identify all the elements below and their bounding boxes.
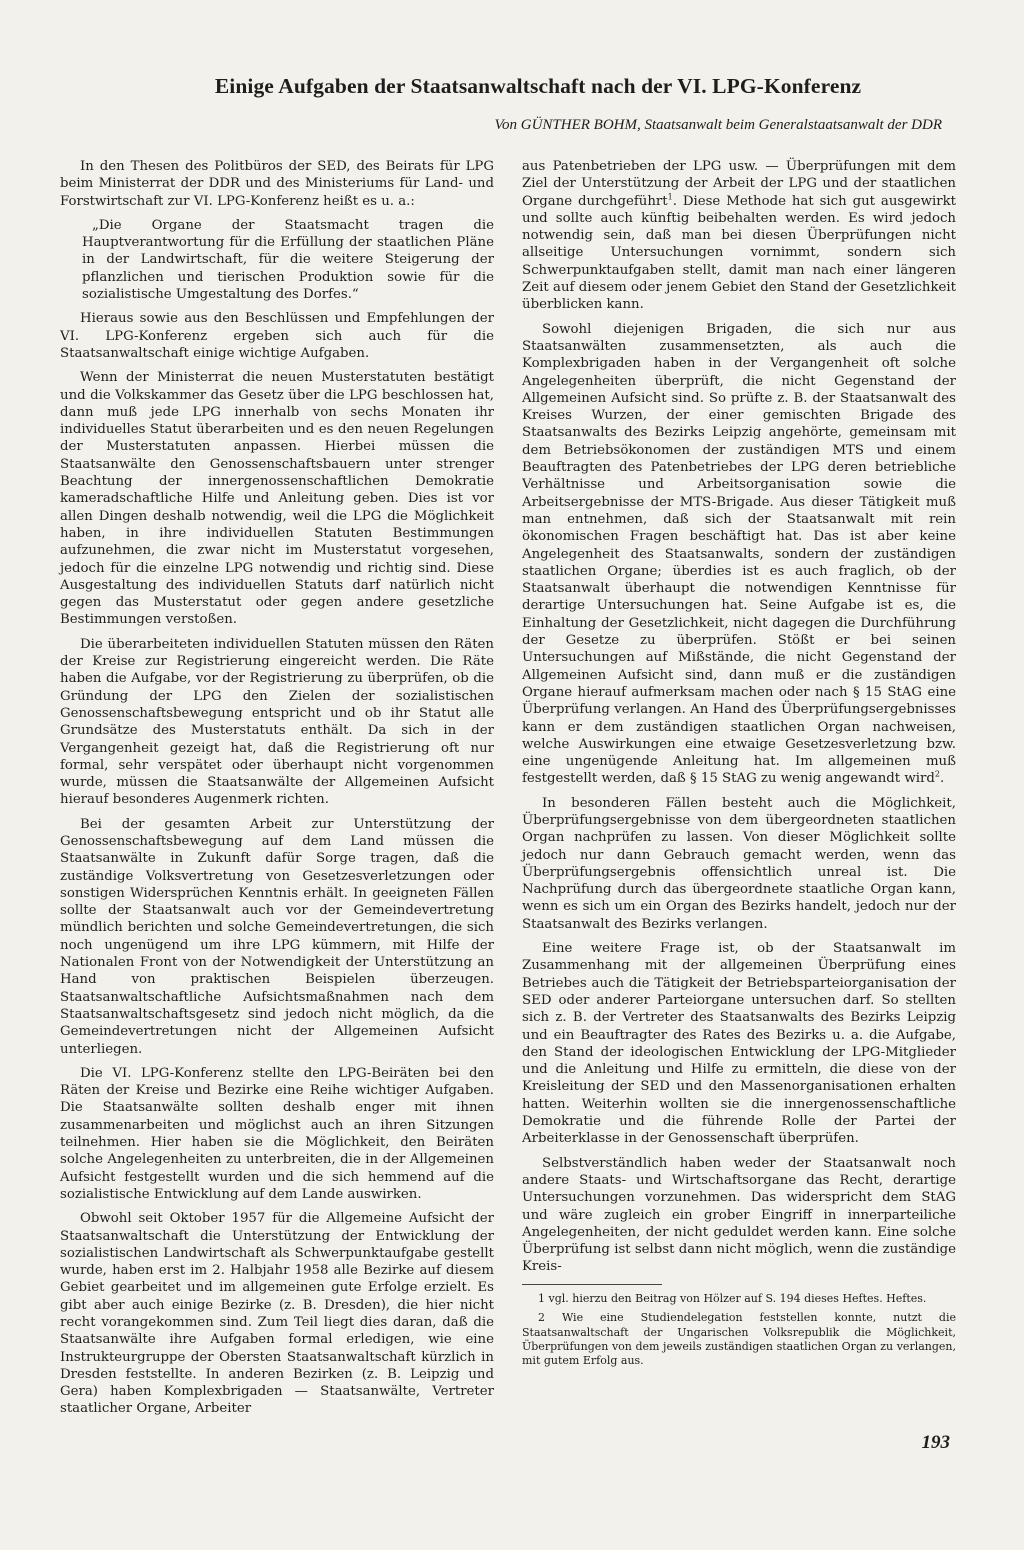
footnote-ref-1[interactable]: 1 — [667, 192, 673, 202]
paragraph-text: . — [939, 771, 945, 787]
paragraph: Die überarbeiteten individuellen Statuten müssen den Räten der Kreise zur Registrierung eingereicht werden. Die Räte haben die Aufgabe, vor der Registrierung zu überprüfen, ob die Gründung der LPG den Zielen der sozialistischen Genossenschaftsbewegung entspricht und ob ihr Statut alle Grundsätze des Musterstatuts enthält. Da sich in der Vergangenheit gezeigt hat, daß die Registrierung oft nur formal, sehr verspätet oder überhaupt nicht vorgenommen wurde, müssen die Staatsanwälte der Allgemeinen Aufsicht hierauf besonderes Augenmerk richten. — [60, 636, 494, 808]
left-column — [60, 158, 494, 1425]
footnote-2: 2 Wie eine Studiendelegation feststellen konnte, nutzt die Staatsanwaltschaft der Ungarischen Volksrepublik die Möglichkeit, Überprüfungen von dem jeweils zuständigen staatlichen Organ zu verlangen, mit gutem Erfolg aus. — [522, 1311, 956, 1368]
paragraph: Selbstverständlich haben weder der Staatsanwalt noch andere Staats- und Wirtschaftsorgane das Recht, derartige Untersuchungen vorzunehmen. Das widerspricht dem StAG und wäre zugleich ein grober Eingriff in innerparteiliche Angelegenheiten, der nicht geduldet werden kann. Eine solche Überprüfung ist selbst dann nicht möglich, wenn die zuständige Kreis- — [522, 1155, 956, 1275]
quotation: „Die Organe der Staatsmacht tragen die Hauptverantwortung für die Erfüllung der staatlichen Pläne in der Landwirtschaft, für die weitere Steigerung der pflanzlichen und tierischen Produktion sowie für die sozialistische Umgestaltung des Dorfes.“ — [82, 217, 494, 303]
paragraph: Die VI. LPG-Konferenz stellte den LPG-Beiräten bei den Räten der Kreise und Bezirke eine Reihe wichtiger Aufgaben. Die Staatsanwälte sollten deshalb enger mit ihnen zusammenarbeiten und möglichst auch an ihren Sitzungen teilnehmen. Hier haben sie die Möglichkeit, den Beiräten solche Angelegenheiten zu unterbreiten, die in der Allgemeinen Aufsicht festgestellt wurden und die sich hemmend auf die sozialistische Entwicklung auf dem Lande auswirken. — [60, 1065, 494, 1202]
paragraph-text: . Diese Methode hat sich gut ausgewirkt und sollte auch künftig beibehalten werden. Es wird jedoch notwendig sein, daß man bei diesen Überprüfungen nicht allseitige Untersuchungen vornimmt, sondern sich Schwerpunktaufgaben stellt, damit man nach einer längeren Zeit auf diesem oder jenem Gebiet den Stand der Gesetzlichkeit überblicken kann. — [522, 193, 956, 313]
paragraph-text: aus Patenbetrieben der LPG usw. — Überprüfungen mit dem Ziel der Unterstützung der Arbeit der LPG und der staatlichen Organe durchgeführt — [522, 159, 956, 209]
paragraph: Hieraus sowie aus den Beschlüssen und Empfehlungen der VI. LPG-Konferenz ergeben sich auch für die Staatsanwaltschaft einige wichtige Aufgaben. — [60, 311, 494, 361]
article-body — [60, 158, 956, 1425]
article-title: Einige Aufgaben der Staatsanwaltschaft nach der VI. LPG-Konferenz — [214, 74, 862, 98]
article-byline: Von GÜNTHER BOHM, Staatsanwalt beim Generalstaatsanwalt der DDR — [494, 117, 942, 133]
paragraph: In besonderen Fällen besteht auch die Möglichkeit, Überprüfungsergebnisse von dem übergeordneten staatlichen Organ nachprüfen zu lassen. Von dieser Möglichkeit sollte jedoch nur dann Gebrauch gemacht werden, wenn das Überprüfungsergebnis offensichtlich unreal ist. Die Nachprüfung durch das übergeordnete staatliche Organ kann, wenn es sich um ein Organ des Bezirks handelt, jedoch nur der Staatsanwalt des Bezirks verlangen. — [522, 795, 956, 932]
paragraph: Eine weitere Frage ist, ob der Staatsanwalt im Zusammenhang mit der allgemeinen Überprüfung eines Betriebes auch die Tätigkeit der Betriebsparteiorganisation der SED oder anderer Parteiorgane untersuchen darf. So stellten sich z. B. der Vertreter des Staatsanwalts des Bezirks Leipzig und ein Beauftragter des Rates des Bezirks u. a. die Aufgabe, den Stand der ideologischen Entwicklung der LPG-Mitglieder und die Anleitung und Hilfe zu ermitteln, die diese von der Kreisleitung der SED und den Massenorganisationen erhalten hatten. Weiterhin wollten sie die innergenossenschaftliche Demokratie und die führende Rolle der Partei der Arbeiterklasse in der Genossenschaft überprüfen. — [522, 941, 956, 1147]
paragraph-text: Sowohl diejenigen Brigaden, die sich nur aus Staatsanwälten zusammensetzten, als auch die Komplexbrigaden haben in der Vergangenheit oft solche Angelegenheiten überprüft, die nicht Gegenstand der Allgemeinen Aufsicht sind. So prüfte z. B. der Staatsanwalt des Kreises Wurzen, der einer gemischten Brigade des Staatsanwalts des Bezirks Leipzig angehörte, gemeinsam mit dem Betriebsökonomen der zuständigen MTS und einem Beauftragten des Patenbetriebes der LPG deren betriebliche Verhältnisse und Arbeitsorganisation sowie die Arbeitsergebnisse der MTS-Brigade. Aus dieser Tätigkeit muß man entnehmen, daß sich der Staatsanwalt mit rein ökonomischen Fragen beschäftigt hat. Das ist aber keine Angelegenheit des Staatsanwalts, sondern der zuständigen staatlichen Organe; überdies ist es auch fraglich, ob der Staatsanwalt überhaupt die notwendigen Kenntnisse für derartige Untersuchungen hat. Seine Aufgabe ist es, die Einhaltung der Gesetzlichkeit, nicht dagegen die Durchführung der Gesetze zu überprüfen. Stößt er bei seinen Untersuchungen auf Mißstände, die nicht Gegenstand der Allgemeinen Aufsicht sind, dann muß er die zuständigen Organe hierauf aufmerksam machen oder nach § 15 StAG eine Überprüfung verlangen. An Hand des Überprüfungsergebnisses kann er dem zuständigen staatlichen Organ nachweisen, welche Auswirkungen eine etwaige Gesetzesverletzung bzw. eine ungenügende Anleitung hat. Im allgemeinen muß festgestellt werden, daß § 15 StAG zu wenig angewandt wird — [522, 321, 956, 787]
footnote-ref-2[interactable]: 2 — [934, 769, 940, 779]
paragraph: In den Thesen des Politbüros der SED, des Beirats für LPG beim Ministerrat der DDR und des Ministeriums für Land- und Forstwirtschaft zur VI. LPG-Konferenz heißt es u. a.: — [60, 159, 494, 209]
paragraph — [522, 158, 956, 314]
footnote-1: 1 vgl. hierzu den Beitrag von Hölzer auf S. 194 dieses Heftes. Heftes. — [538, 1291, 927, 1305]
paragraph: Bei der gesamten Arbeit zur Unterstützung der Genossenschaftsbewegung auf dem Land müssen die Staatsanwälte in Zukunft dafür Sorge tragen, daß die zuständige Volksvertretung von Gesetzesverletzungen oder sonstigen Widersprüchen Kenntnis erhält. In geeigneten Fällen sollte der Staatsanwalt auch vor der Gemeindevertretung mündlich berichten und solche Gemeindevertretungen, die sich noch ungenügend um ihre LPG kümmern, mit Hilfe der Nationalen Front von der Notwendigkeit der Unterstützung an Hand von praktischen Beispielen überzeugen. Staatsanwaltschaftliche Aufsichtsmaßnahmen nach dem Staatsanwaltschaftsgesetz sind jedoch nicht möglich, da die Gemeindevertretungen nicht der Allgemeinen Aufsicht unterliegen. — [60, 816, 494, 1057]
paragraph: Obwohl seit Oktober 1957 für die Allgemeine Aufsicht der Staatsanwaltschaft die Unterstützung der Entwicklung der sozialistischen Landwirtschaft als Schwerpunktaufgabe gestellt wurde, haben erst im 2. Halbjahr 1958 alle Bezirke auf diesem Gebiet gearbeitet und im allgemeinen gute Erfolge erzielt. Es gibt aber auch einige Bezirke (z. B. Dresden), die hier nicht recht vorangekommen sind. Zum Teil liegt dies daran, daß die Staatsanwälte ihre Aufgaben formal erledigen, wie eine Instrukteurgruppe der Obersten Staatsanwaltschaft kürzlich in Dresden feststellte. In anderen Bezirken (z. B. Leipzig und Gera) haben Komplexbrigaden — Staatsanwälte, Vertreter staatlicher Organe, Arbeiter — [60, 1211, 494, 1417]
paragraph — [522, 321, 956, 788]
page-number: 193 — [921, 1432, 950, 1453]
footnote-divider — [522, 1284, 662, 1285]
paragraph: Wenn der Ministerrat die neuen Musterstatuten bestätigt und die Volkskammer das Gesetz über die LPG beschlossen hat, dann muß jede LPG innerhalb von sechs Monaten ihr individuelles Statut überarbeiten und es den neuen Regelungen der Musterstatuten anpassen. Hierbei müssen die Staatsanwälte den Genossenschaftsbauern unter strenger Beachtung der innergenossenschaftlichen Demokratie kameradschaftliche Hilfe und Anleitung geben. Dies ist vor allen Dingen deshalb notwendig, weil die LPG die Möglichkeit haben, in ihre individuellen Statuten Bestimmungen aufzunehmen, die zwar nicht im Musterstatut vorgesehen, jedoch für die einzelne LPG notwendig und richtig sind. Diese Ausgestaltung des individuellen Statuts darf natürlich nicht gegen das Musterstatut oder gegen andere gesetzliche Bestimmungen verstoßen. — [60, 370, 494, 628]
right-column — [522, 158, 956, 1425]
